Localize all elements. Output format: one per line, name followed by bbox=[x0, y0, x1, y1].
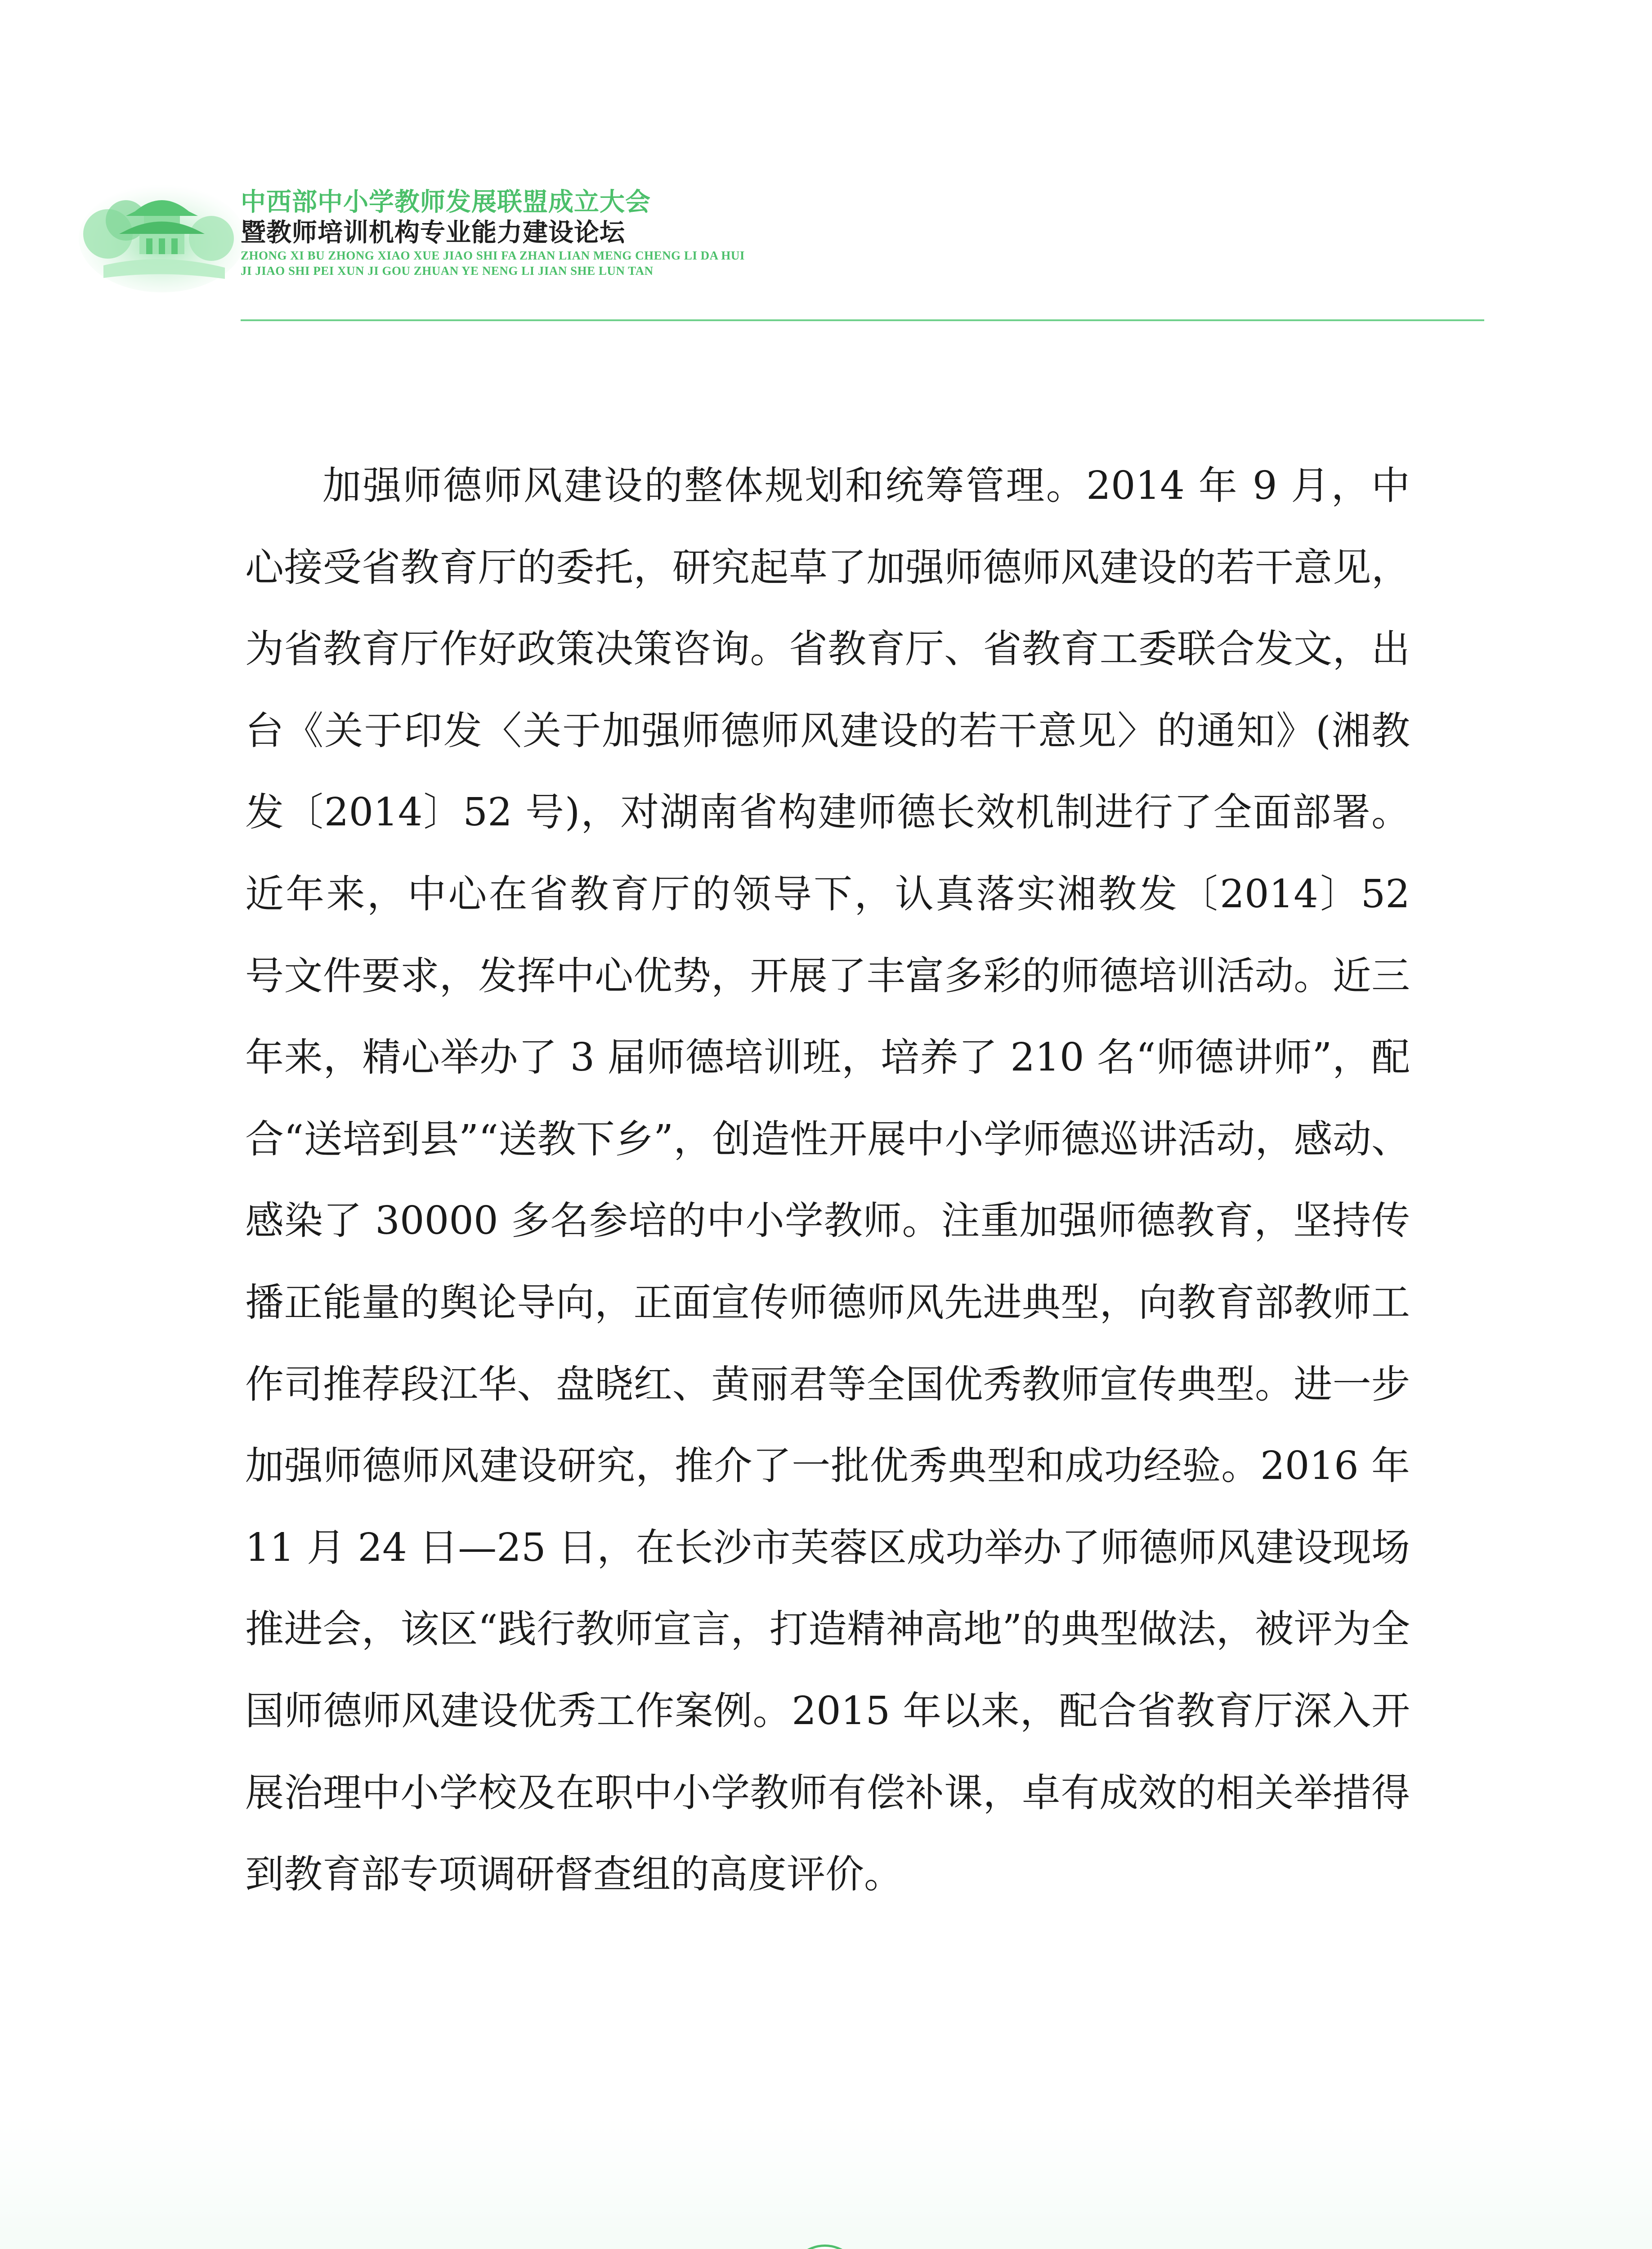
pavilion-logo-icon bbox=[76, 162, 247, 297]
header-pinyin-line2: JI JIAO SHI PEI XUN JI GOU ZHUAN YE NENG LI JIAN SHE LUN TAN bbox=[241, 264, 654, 278]
page-header bbox=[76, 162, 1412, 337]
header-title-line1: 中西部中小学教师发展联盟成立大会 bbox=[241, 187, 651, 217]
body-paragraph: 加强师德师风建设的整体规划和统筹管理。2014 年 9 月，中心接受省教育厅的委托，研究起草了加强师德师风建设的若干意见，为省教育厅作好政策决策咨询。省教育厅、省教育工委联合发文，出台《关于印发〈关于加强师德师风建设的若干意见〉的通知》(湘教发〔2014〕52 号)，对湖南省构建师德长效机制进行了全面部署。近年来，中心在省教育厅的领导下，认真落实湘教发〔2014〕52 号文件要求，发挥中心优势，开展了丰富多彩的师德培训活动。近三年来，精心举办了 3 届师德培训班，培养了 210 名“师德讲师”，配合“送培到县”“送教下乡”，创造性开展中小学师德巡讲活动，感动、感染了 30000 多名参培的中小学教师。注重加强师德教育，坚持传播正能量的舆论导向，正面宣传师德师风先进典型，向教育部教师工作司推荐段江华、盘晓红、黄丽君等全国优秀教师宣传典型。进一步加强师德师风建设研究，推介了一批优秀典型和成功经验。2016 年 11 月 24 日—25 日，在长沙市芙蓉区成功举办了师德师风建设现场推进会，该区“践行教师宣言，打造精神高地”的典型做法，被评为全国师德师风建设优秀工作案例。2015 年以来，配合省教育厅深入开展治理中小学校及在职中小学教师有偿补课，卓有成效的相关举措得到教育部专项调研督查组的高度评价。 bbox=[245, 463, 1410, 1897]
header-title-block bbox=[241, 187, 745, 278]
header-title-line2: 暨教师培训机构专业能力建设论坛 bbox=[241, 218, 625, 247]
header-pinyin-line1: ZHONG XI BU ZHONG XIAO XUE JIAO SHI FA ZHAN LIAN MENG CHENG LI DA HUI bbox=[241, 249, 745, 262]
ink-wash-decoration bbox=[0, 2114, 1652, 2249]
header-divider bbox=[241, 319, 1484, 321]
